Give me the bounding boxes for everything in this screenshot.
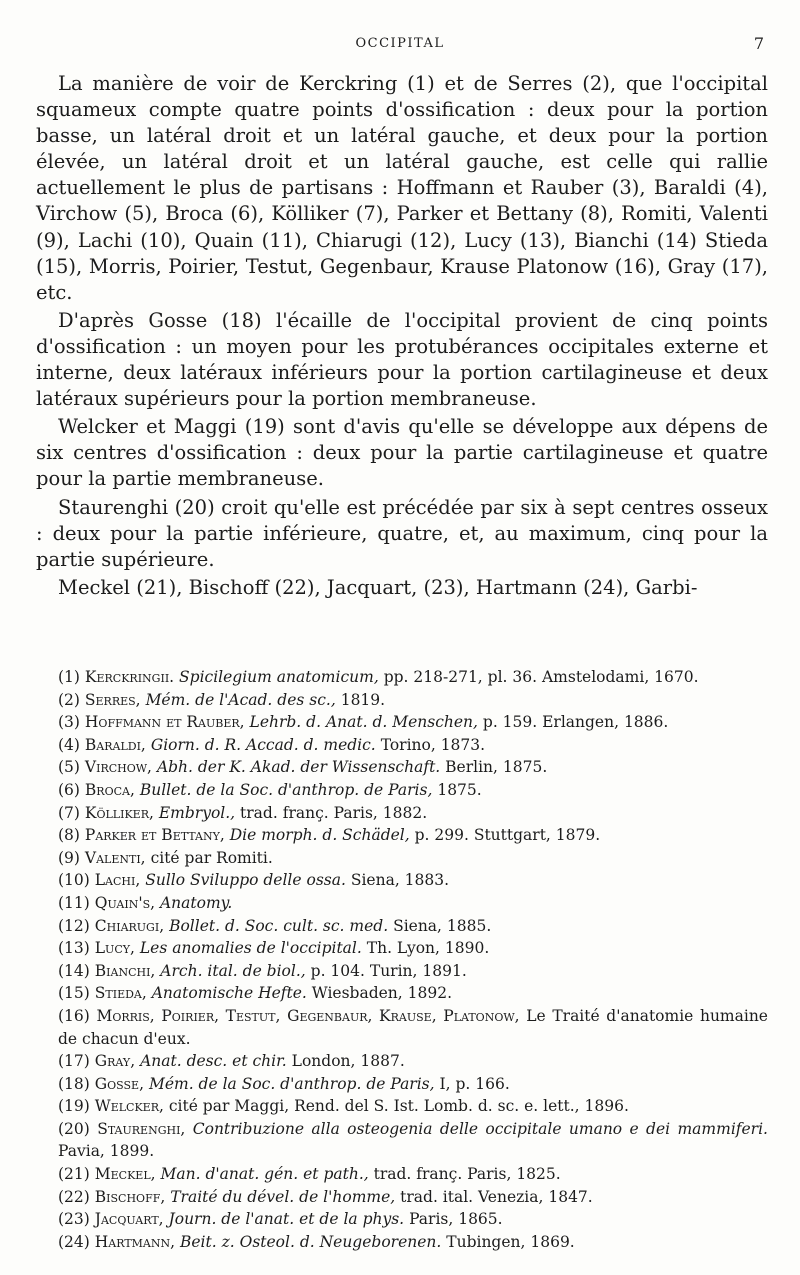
footnote-author: Hartmann, xyxy=(94,1232,176,1251)
footnote-number: (12) xyxy=(58,916,90,935)
footnote-author: Broca, xyxy=(84,780,135,799)
footnote-number: (23) xyxy=(58,1210,90,1229)
footnote-rest: trad. franç. Paris, 1882. xyxy=(240,803,428,822)
footnote-number: (8) xyxy=(58,826,80,845)
footnote-title: Anatomy. xyxy=(159,893,233,912)
footnote-rest: p. 299. Stuttgart, 1879. xyxy=(414,826,601,845)
paragraph: Staurenghi (20) croit qu'elle est précédée par six à sept centres osseux : deux pour la partie inférieure, quatre, et, au maximum, cinq pour la partie supérieure. xyxy=(36,495,768,571)
footnote xyxy=(36,1186,768,1209)
footnote-number: (1) xyxy=(58,668,80,686)
footnote-author: Lucy, xyxy=(94,939,135,958)
footnote-author: Serres, xyxy=(84,690,141,709)
footnote-rest: London, 1887. xyxy=(291,1052,405,1071)
footnote-author: Quain's, xyxy=(94,893,156,912)
footnote-rest: cité par Maggi, Rend. del S. Ist. Lomb. d. sc. e. lett., 1896. xyxy=(168,1097,629,1116)
page-number: 7 xyxy=(753,34,764,53)
footnote-author: Morris, Poirier, Testut, Gegenbaur, Krause, Platonow, xyxy=(96,1006,520,1025)
footnote-number: (15) xyxy=(58,984,90,1003)
footnote-title: Embryol., xyxy=(158,803,236,822)
footnote-title: Journ. de l'anat. et de la phys. xyxy=(168,1210,405,1229)
footnote-title: Arch. ital. de biol., xyxy=(160,961,306,980)
footnote-author: Stieda, xyxy=(94,984,147,1003)
footnote-title: Mém. de la Soc. d'anthrop. de Paris, xyxy=(148,1074,435,1093)
paragraph: La manière de voir de Kerckring (1) et de Serres (2), que l'occipital squameux compte quatre points d'ossification : deux pour la portion basse, un latéral droit et un latéral gauche, et deux pour la portion élevée, un latéral droit et un latéral gauche, est celle qui rallie actuellement le plus de partisans : Hoffmann et Rauber (3), Baraldi (4), Virchow (5), Broca (6), Kölliker (7), Parker et Bettany (8), Romiti, Valenti (9), Lachi (10), Quain (11), Chiarugi (12), Lucy (13), Bianchi (14) Stieda (15), Morris, Poirier, Testut, Gegenbaur, Krause Platonow (16), Gray (17), etc. xyxy=(36,72,768,304)
footnote-number: (20) xyxy=(58,1119,90,1138)
footnote-number: (18) xyxy=(58,1074,90,1093)
footnote xyxy=(36,734,768,757)
footnotes xyxy=(36,666,768,1253)
footnote xyxy=(36,982,768,1005)
footnote xyxy=(36,915,768,938)
footnote xyxy=(36,756,768,779)
footnote-title: Traité du dével. de l'homme, xyxy=(170,1187,396,1206)
footnote-title: Anat. desc. et chir. xyxy=(140,1052,287,1071)
footnote-author: Virchow, xyxy=(84,758,152,777)
footnote-title: Bollet. d. Soc. cult. sc. med. xyxy=(169,916,389,935)
footnote-title: Les anomalies de l'occipital. xyxy=(139,939,362,958)
footnote-rest: p. 159. Erlangen, 1886. xyxy=(482,713,669,732)
footnote-number: (4) xyxy=(58,735,80,754)
footnote-number: (11) xyxy=(58,893,90,912)
footnote-number: (21) xyxy=(58,1165,90,1184)
footnote-author: Gray, xyxy=(94,1052,136,1071)
footnote-rest: Siena, 1885. xyxy=(393,916,492,935)
footnote xyxy=(36,1163,768,1186)
footnote-rest: Wiesbaden, 1892. xyxy=(311,984,452,1003)
footnote-author: Parker et Bettany, xyxy=(84,826,225,845)
footnote-title: Beit. z. Osteol. d. Neugeborenen. xyxy=(179,1232,442,1251)
footnote-number: (14) xyxy=(58,961,90,980)
footnote xyxy=(36,689,768,712)
footnote-number: (9) xyxy=(58,848,80,867)
footnote-author: Staurenghi, xyxy=(97,1119,186,1138)
footnote-title: Bullet. de la Soc. d'anthrop. de Paris, xyxy=(139,780,433,799)
paragraph: D'après Gosse (18) l'écaille de l'occipital provient de cinq points d'ossification : un moyen pour les protubérances occipitales externe et interne, deux latéraux inférieurs pour la portion cartilagineuse et deux latéraux supérieurs pour la portion membraneuse. xyxy=(36,308,768,411)
footnote-number: (5) xyxy=(58,758,80,777)
footnote-author: Lachi, xyxy=(94,871,141,890)
footnote-number: (22) xyxy=(58,1187,90,1206)
main-text xyxy=(36,71,768,603)
footnote-author: Hoffmann et Rauber, xyxy=(84,713,245,732)
footnote-rest: Pavia, 1899. xyxy=(58,1142,155,1161)
footnote-rest: trad. franç. Paris, 1825. xyxy=(373,1165,561,1184)
footnote-title: Lehrb. d. Anat. d. Menschen, xyxy=(249,713,478,732)
footnote xyxy=(36,1231,768,1254)
footnote-author: Meckel, xyxy=(94,1165,156,1184)
footnote-title: Spicilegium anatomicum, xyxy=(179,668,379,686)
footnote xyxy=(36,1208,768,1231)
footnote-author: Jacquart, xyxy=(94,1210,164,1229)
footnote xyxy=(36,1095,768,1118)
footnote-author: Gosse, xyxy=(94,1074,145,1093)
footnote-title: Mém. de l'Acad. des sc., xyxy=(145,690,336,709)
footnote-rest: 1819. xyxy=(340,690,386,709)
footnote-title: Anatomische Hefte. xyxy=(151,984,307,1003)
footnote-title: Die morph. d. Schädel, xyxy=(229,826,410,845)
footnote-author: Bianchi, xyxy=(94,961,156,980)
footnote-rest: Torino, 1873. xyxy=(380,735,486,754)
footnote-title: Contribuzione alla osteogenia delle occipitale umano e dei mammiferi. xyxy=(192,1119,768,1138)
footnote xyxy=(36,666,768,689)
footnote-author: Kerckringii. xyxy=(84,668,175,686)
footnote-number: (2) xyxy=(58,690,80,709)
footnote xyxy=(36,1050,768,1073)
running-title: OCCIPITAL xyxy=(355,36,445,51)
footnote xyxy=(36,779,768,802)
footnote-rest: trad. ital. Venezia, 1847. xyxy=(400,1187,593,1206)
footnote xyxy=(36,1005,768,1050)
footnote-title: Giorn. d. R. Accad. d. medic. xyxy=(150,735,376,754)
footnote-rest: I, p. 166. xyxy=(439,1074,510,1093)
footnote-number: (16) xyxy=(58,1006,90,1025)
footnote-rest: Paris, 1865. xyxy=(409,1210,503,1229)
running-head xyxy=(0,34,800,54)
footnote-rest: Berlin, 1875. xyxy=(445,758,548,777)
footnote xyxy=(36,1073,768,1096)
footnote-number: (17) xyxy=(58,1052,90,1071)
footnote-number: (10) xyxy=(58,871,90,890)
footnote-rest: Le Traité d'anatomie humaine de chacun d'eux. xyxy=(58,1006,768,1048)
footnote-title: Abh. der K. Akad. der Wissenschaft. xyxy=(156,758,441,777)
footnote-number: (24) xyxy=(58,1232,90,1251)
footnote-rest: Siena, 1883. xyxy=(350,871,450,890)
footnote-rest: p. 104. Turin, 1891. xyxy=(310,961,467,980)
footnote xyxy=(36,892,768,915)
footnote-author: Chiarugi, xyxy=(94,916,165,935)
footnote-number: (3) xyxy=(58,713,80,732)
footnote-number: (13) xyxy=(58,939,90,958)
footnote xyxy=(36,802,768,825)
footnote-author: Kölliker, xyxy=(84,803,154,822)
footnote-rest: pp. 218-271, pl. 36. Amstelodami, 1670. xyxy=(383,668,699,686)
footnote-title: Sullo Sviluppo delle ossa. xyxy=(145,871,346,890)
footnote-number: (7) xyxy=(58,803,80,822)
footnote-author: Valenti, xyxy=(84,848,146,867)
footnote-rest: Tubingen, 1869. xyxy=(446,1232,575,1251)
footnote-number: (6) xyxy=(58,780,80,799)
footnote-author: Welcker, xyxy=(94,1097,164,1116)
footnote xyxy=(36,937,768,960)
footnote xyxy=(36,711,768,734)
footnote-rest: cité par Romiti. xyxy=(150,848,273,867)
footnote-number: (19) xyxy=(58,1097,90,1116)
footnote-rest: Th. Lyon, 1890. xyxy=(366,939,490,958)
paragraph: Meckel (21), Bischoff (22), Jacquart, (23), Hartmann (24), Garbi- xyxy=(58,575,698,599)
footnote-rest: 1875. xyxy=(437,780,482,799)
footnote xyxy=(36,1118,768,1163)
footnote xyxy=(36,847,768,870)
paragraph: Welcker et Maggi (19) sont d'avis qu'elle se développe aux dépens de six centres d'ossification : deux pour la partie cartilagineuse et quatre pour la partie membraneuse. xyxy=(36,415,768,491)
footnote xyxy=(36,824,768,847)
footnote-author: Bischoff, xyxy=(94,1187,166,1206)
footnote xyxy=(36,869,768,892)
footnote xyxy=(36,960,768,983)
footnote-title: Man. d'anat. gén. et path., xyxy=(160,1165,369,1184)
footnote-author: Baraldi, xyxy=(84,735,146,754)
